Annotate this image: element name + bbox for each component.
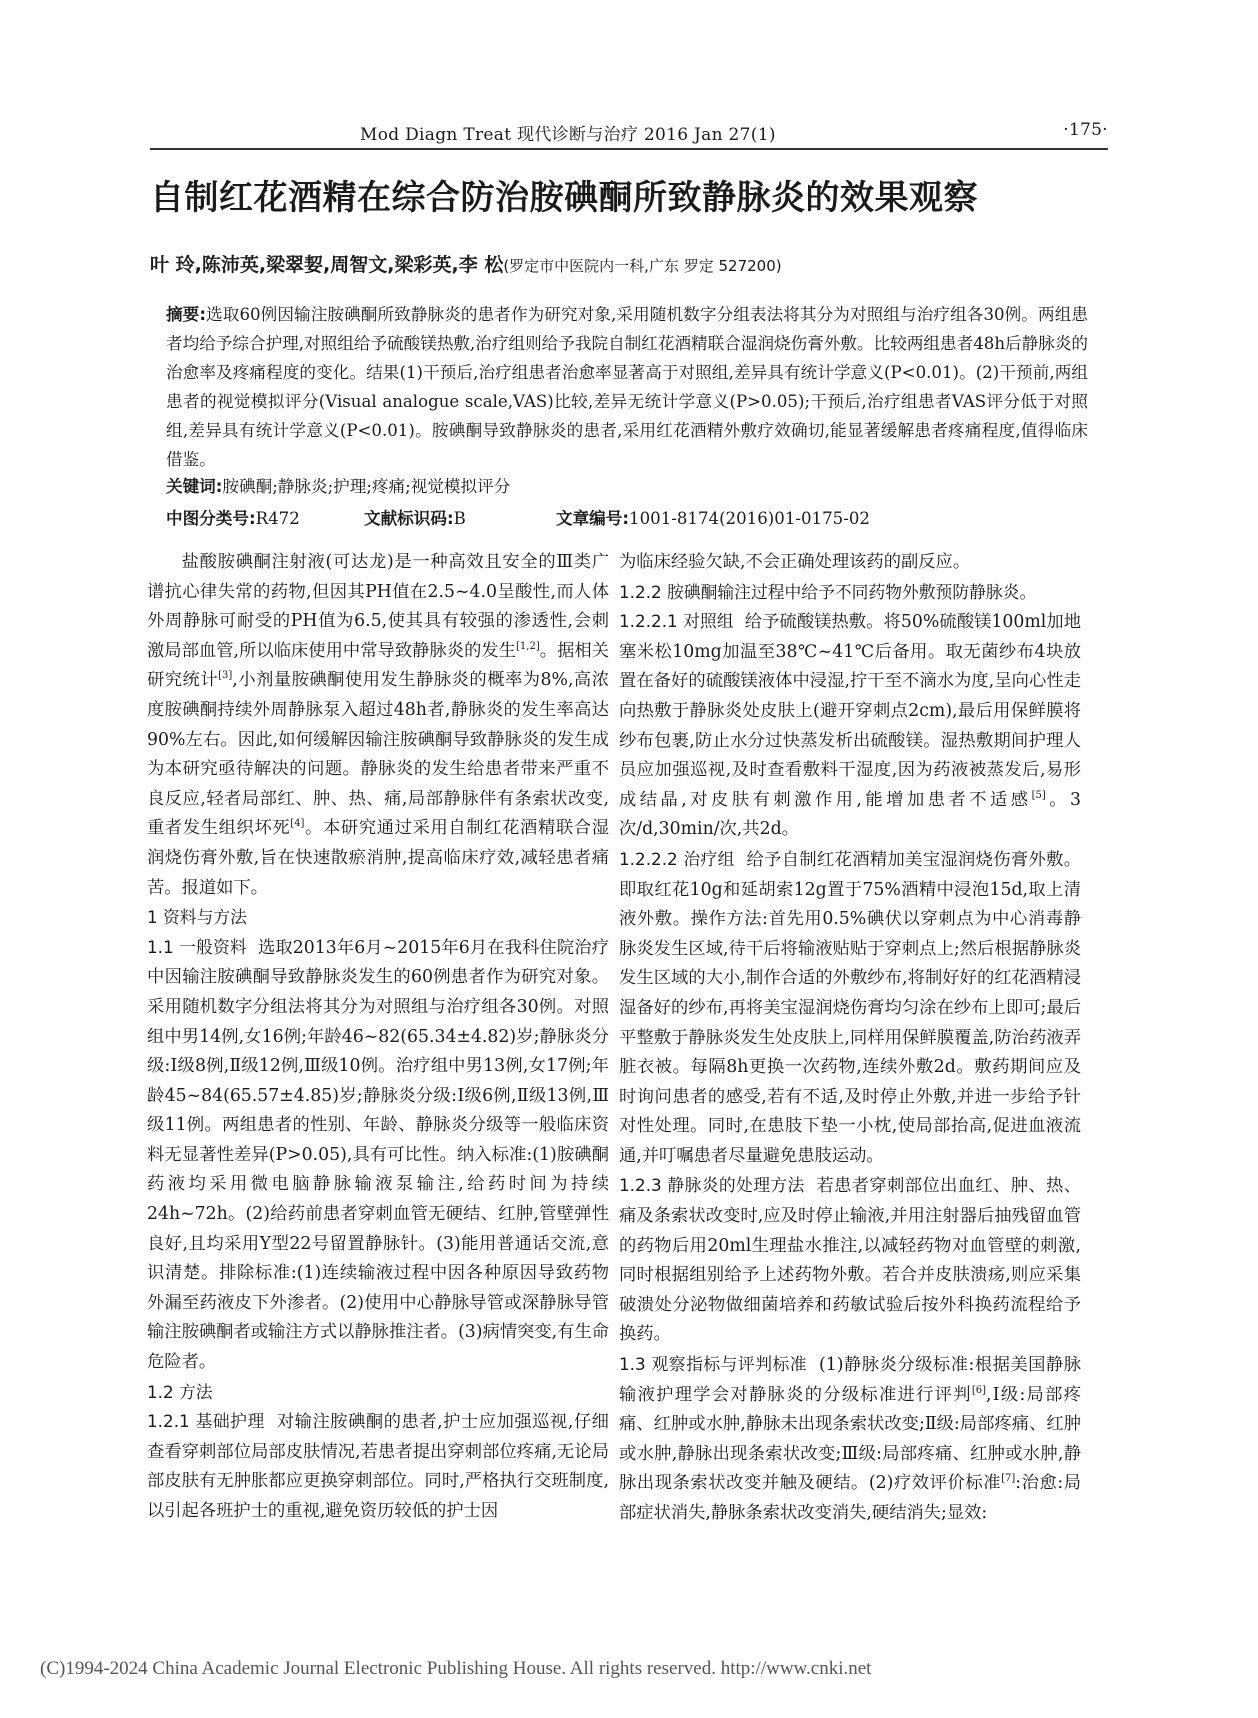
subsection-heading: 1.2.2 胺碘酮输注过程中给予不同药物外敷预防静脉炎。 bbox=[619, 581, 1037, 602]
section-paragraph bbox=[619, 607, 1081, 845]
paragraph-text: 对输注胺碘酮的患者,护士应加强巡视,仔细查看穿刺部位局部皮肤情况,若患者提出穿刺部位疼痛,无论局部皮肤有无肿胀都应更换穿刺部位。同时,严格执行交班制度,以引起各班护士的重视,避免资历较低的护士因 bbox=[147, 1412, 609, 1521]
paragraph-text: (1)静脉炎分级标准:根据美国静脉输液护理学会对静脉炎的分级标准进行评判 bbox=[619, 1355, 1081, 1405]
article-number-value: 1001-8174(2016)01-0175-02 bbox=[629, 509, 870, 528]
paragraph-text: ,Ⅰ级:局部疼痛、红肿或水肿,静脉未出现条索状改变;Ⅱ级:局部疼痛、红肿或水肿,静脉出现条索状改变;Ⅲ级:局部疼痛、红肿或水肿,静脉出现条索状改变并触及硬结。(2)疗效评价标准 bbox=[619, 1384, 1081, 1494]
copyright-footer: (C)1994-2024 China Academic Journal Electronic Publishing House. All rights reserved. http://www.cnki.net bbox=[40, 1658, 872, 1679]
citation: [5] bbox=[1031, 789, 1046, 801]
keywords-label: 关键词: bbox=[166, 477, 223, 496]
section-paragraph bbox=[619, 1171, 1081, 1350]
article-title: 自制红花酒精在综合防治胺碘酮所致静脉炎的效果观察 bbox=[150, 178, 978, 218]
citation: [6] bbox=[971, 1384, 986, 1396]
abstract-label: 摘要: bbox=[166, 305, 207, 324]
paragraph-text: 选取2013年6月~2015年6月在我科住院治疗中因输注胺碘酮导致静脉炎发生的60例患者作为研究对象。采用随机数字分组法将其分为对照组与治疗组各30例。对照组中男14例,女16例;年龄46~82(65.34±4.82)岁;静脉炎分级:Ⅰ级8例,Ⅱ级12例,Ⅲ级10例。治疗组中男13例,女17例;年龄45~84(65.57±4.85)岁;静脉炎分级:Ⅰ级6例,Ⅱ级13例,Ⅲ级11例。两组患者的性别、年龄、静脉炎分级等一般临床资料无显著性差异(P>0.05),具有可比性。纳入标准:(1)胺碘酮药液均采用微电脑静脉输液泵输注,给药时间为持续24h~72h。(2)给药前患者穿刺血管无硬结、红肿,管壁弹性良好,且均采用Y型22号留置静脉针。(3)能用普通话交流,意识清楚。排除标准:(1)连续输液过程中因各种原因导致药物外漏至药液皮下外渗者。(2)使用中心静脉导管或深静脉导管输注胺碘酮者或输注方式以静脉推注者。(3)病情突变,有生命危险者。 bbox=[147, 937, 610, 1373]
subsection-heading: 1.2.3 静脉炎的处理方法 bbox=[619, 1175, 805, 1196]
paragraph-text: 。3次/d,30min/次,共2d。 bbox=[619, 789, 1081, 840]
citation: [7] bbox=[1001, 1473, 1016, 1485]
right-column bbox=[619, 548, 1081, 1529]
intro-text: ,小剂量胺碘酮使用发生静脉炎的概率为8%,高浓度胺碘酮持续外周静脉泵入超过48h者,静脉炎的发生率高达90%左右。因此,如何缓解因输注胺碘酮导致静脉炎的发生成为本研究亟待解决的问题。静脉炎的发生给患者带来严重不良反应,轻者局部红、肿、热、痛,局部静脉伴有条索状改变,重者发生组织坏死 bbox=[147, 670, 609, 839]
section-paragraph bbox=[147, 933, 609, 1378]
left-column bbox=[147, 548, 609, 1527]
author-affiliation: (罗定市中医院内一科,广东 罗定 527200) bbox=[503, 257, 782, 275]
section-paragraph bbox=[619, 1350, 1081, 1529]
section-paragraph bbox=[147, 1407, 609, 1526]
clc-value: R472 bbox=[255, 509, 300, 528]
intro-text: 。据相关研究统计 bbox=[147, 640, 609, 691]
citation: [3] bbox=[218, 670, 233, 682]
article-number-label: 文章编号: bbox=[556, 509, 630, 528]
clc-label: 中图分类号: bbox=[166, 509, 256, 528]
abstract bbox=[166, 300, 1088, 474]
subsection-heading: 1.2.2.1 对照组 bbox=[619, 611, 734, 632]
author-names: 叶 玲,陈沛英,梁翠㛃,周智文,梁彩英,李 松 bbox=[150, 254, 504, 276]
section-heading: 1 资料与方法 bbox=[147, 907, 247, 928]
section-paragraph bbox=[619, 845, 1081, 1172]
paragraph-text: :治愈:局部症状消失,静脉条索状改变消失,硬结消失;显效: bbox=[619, 1473, 1081, 1523]
header-rule bbox=[150, 148, 1108, 150]
subsection-heading: 1.2.1 基础护理 bbox=[147, 1411, 265, 1432]
paragraph-text: 若患者穿刺部位出血红、肿、热、痛及条索状改变时,应及时停止输液,并用注射器后抽残留血管的药物后用20ml生理盐水推注,以减轻药物对血管壁的刺激,同时根据组别给予上述药物外敷。若合并皮肤溃疡,则应采集破溃处分泌物做细菌培养和药敏试验后按外科换药流程给予换药。 bbox=[619, 1176, 1081, 1345]
doc-code-value: B bbox=[453, 509, 466, 528]
keywords-text: 胺碘酮;静脉炎;护理;疼痛;视觉模拟评分 bbox=[222, 477, 511, 496]
subsection-heading: 1.1 一般资料 bbox=[147, 936, 247, 957]
citation: [1,2] bbox=[516, 641, 540, 653]
running-header bbox=[360, 120, 1108, 146]
paragraph-text: 给予自制红花酒精加美宝湿润烧伤膏外敷。即取红花10g和延胡索12g置于75%酒精中浸泡15d,取上清液外敷。操作方法:首先用0.5%碘伏以穿刺点为中心消毒静脉炎发生区域,待干后将输液贴贴于穿刺点上;然后根据静脉炎发生区域的大小,制作合适的外敷纱布,将制好好的红花酒精浸湿备好的纱布,再将美宝湿润烧伤膏均匀涂在纱布上即可;最后平整敷于静脉炎发生处皮肤上,同样用保鲜膜覆盖,防治药液弄脏衣被。每隔8h更换一次药物,连续外敷2d。敷药期间应及时询问患者的感受,若有不适,及时停止外敷,并进一步给予针对性处理。同时,在患肢下垫一小枕,使局部抬高,促进血液流通,并叮嘱患者尽量避免患肢运动。 bbox=[619, 849, 1081, 1166]
doc-code-label: 文献标识码: bbox=[364, 509, 454, 528]
subsection-heading: 1.2.2.2 治疗组 bbox=[619, 848, 735, 869]
author-line bbox=[150, 250, 1108, 277]
subsection-heading: 1.3 观察指标与评判标准 bbox=[619, 1354, 808, 1375]
intro-text: 。本研究通过采用自制红花酒精联合湿润烧伤膏外敷,旨在快速散瘀消肿,提高临床疗效,减轻患者痛苦。报道如下。 bbox=[147, 818, 609, 898]
paragraph-text: 为临床经验欠缺,不会正确处理该药的副反应。 bbox=[619, 552, 971, 572]
intro-text: 盐酸胺碘酮注射液(可达龙)是一种高效且安全的Ⅲ类广谱抗心律失常的药物,但因其PH值在2.5~4.0呈酸性,而人体外周静脉可耐受的PH值为6.5,使其具有较强的渗透性,会刺激局部血管,所以临床使用中常导致静脉炎的发生 bbox=[147, 552, 609, 661]
keywords bbox=[166, 472, 1088, 501]
paragraph-text: 给予硫酸镁热敷。将50%硫酸镁100ml加地塞米松10mg加温至38℃~41℃后备用。取无菌纱布4块放置在备好的硫酸镁液体中浸湿,拧干至不滴水为度,呈向心性走向热敷于静脉炎处皮肤上(避开穿刺点2cm),最后用保鲜膜将纱布包裹,防止水分过快蒸发析出硫酸镁。湿热敷期间护理人员应加强巡视,及时查看敷料干湿度,因为药液被蒸发后,易形成结晶,对皮肤有刺激作用,能增加患者不适感 bbox=[619, 612, 1081, 810]
journal-citation: Mod Diagn Treat 现代诊断与治疗 2016 Jan 27(1) bbox=[360, 125, 776, 145]
subsection-heading: 1.2 方法 bbox=[147, 1381, 213, 1402]
abstract-text: 选取60例因输注胺碘酮所致静脉炎的患者作为研究对象,采用随机数字分组表法将其分为对照组与治疗组各30例。两组患者均给予综合护理,对照组给予硫酸镁热敷,治疗组则给予我院自制红花酒精联合湿润烧伤膏外敷。比较两组患者48h后静脉炎的治愈率及疼痛程度的变化。结果(1)干预后,治疗组患者治愈率显著高于对照组,差异具有统计学意义(P<0.01)。(2)干预前,两组患者的视觉模拟评分(Visual analogue scale,VAS)比较,差异无统计学意义(P>0.05);干预后,治疗组患者VAS评分低于对照组,差异具有统计学意义(P<0.01)。胺碘酮导致静脉炎的患者,采用红花酒精外敷疗效确切,能显著缓解患者疼痛程度,值得临床借鉴。 bbox=[166, 305, 1088, 469]
intro-paragraph bbox=[147, 548, 609, 903]
citation: [4] bbox=[290, 818, 305, 830]
page-number: ·175· bbox=[1063, 120, 1108, 140]
